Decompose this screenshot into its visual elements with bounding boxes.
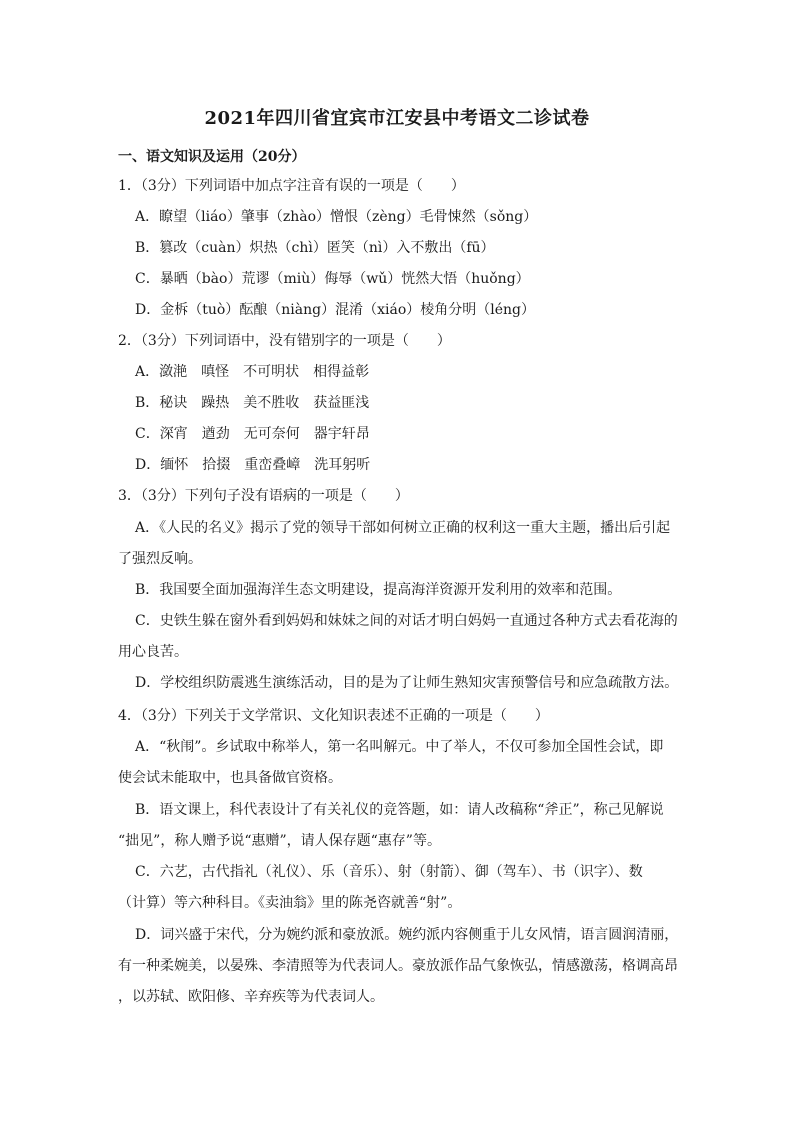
question-1-option-d: D．金柝（tuò）酝酿（niàng）混淆（xiáo）棱角分明（léng） (135, 302, 536, 318)
question-2-option-c: C．深宵 遒劲 无可奈何 器宇轩昂 (135, 426, 370, 442)
question-2-stem: 2．（3分）下列词语中，没有错别字的一项是（ ） (118, 333, 451, 349)
section-heading: 一、语文知识及运用（20分） (118, 149, 306, 165)
question-3-option-a-cont: 了强烈反响。 (118, 551, 202, 567)
question-4-option-b: B．语文课上，科代表设计了有关礼仪的竞答题，如：请人改稿称“斧正”，称己见解说 (135, 802, 664, 818)
page-title: 2021年四川省宜宾市江安县中考语文二诊试卷 (204, 108, 590, 129)
question-1-option-c: C．暴晒（bào）荒谬（miù）侮辱（wǔ）恍然大悟（huǒng） (135, 271, 530, 287)
question-3-option-c-cont: 用心良苦。 (118, 644, 188, 660)
question-4-option-c-cont: （计算）等六种科目。《卖油翁》里的陈尧咨就善“射”。 (118, 895, 462, 911)
question-1-stem: 1．（3分）下列词语中加点字注音有误的一项是（ ） (118, 178, 465, 194)
question-4-option-d: D．词兴盛于宋代，分为婉约派和豪放派。婉约派内容侧重于儿女风情，语言圆润清丽， (135, 927, 679, 943)
question-2-option-d: D．缅怀 拾掇 重峦叠嶂 洗耳躬听 (135, 457, 371, 473)
question-3-stem: 3．（3分）下列句子没有语病的一项是（ ） (118, 488, 409, 504)
question-3-option-b: B．我国要全面加强海洋生态文明建设，提高海洋资源开发利用的效率和范围。 (135, 582, 622, 598)
question-4-option-a-cont: 使会试未能取中，也具备做官资格。 (118, 770, 342, 786)
question-2-option-a: A．潋滟 嗔怪 不可明状 相得益彰 (135, 364, 370, 380)
question-4-option-d-cont: 有一种柔婉美，以晏殊、李清照等为代表词人。豪放派作品气象恢弘，情感激荡，格调高昂 (118, 958, 678, 974)
question-1-option-b: B．篡改（cuàn）炽热（chì）匿笑（nì）入不敷出（fū） (135, 240, 495, 256)
question-2-option-b: B．秘诀 躁热 美不胜收 获益匪浅 (135, 395, 370, 411)
question-4-option-b-cont: “拙见”，称人赠予说“惠赠”，请人保存题“惠存”等。 (118, 833, 441, 849)
question-3-option-a: A．《人民的名义》揭示了党的领导干部如何树立正确的权利这一重大主题，播出后引起 (135, 520, 671, 536)
question-3-option-c: C．史铁生躲在窗外看到妈妈和妹妹之间的对话才明白妈妈一直通过各种方式去看花海的 (135, 613, 678, 629)
question-3-option-d: D．学校组织防震逃生演练活动，目的是为了让师生熟知灾害预警信号和应急疏散方法。 (135, 675, 679, 691)
question-1-option-a: A．瞭望（liáo）肇事（zhào）憎恨（zèng）毛骨悚然（sǒng） (135, 209, 538, 225)
question-4-stem: 4．（3分）下列关于文学常识、文化知识表述不正确的一项是（ ） (118, 708, 549, 724)
question-4-option-c: C．六艺，古代指礼（礼仪）、乐（音乐）、射（射箭）、御（驾车）、书（识字）、数 (135, 864, 643, 880)
question-4-option-d-cont2: ，以苏轼、欧阳修、辛弃疾等为代表词人。 (118, 989, 384, 1005)
question-4-option-a: A．“秋闱”。乡试取中称举人，第一名叫解元。中了举人，不仅可参加全国性会试，即 (135, 739, 664, 755)
